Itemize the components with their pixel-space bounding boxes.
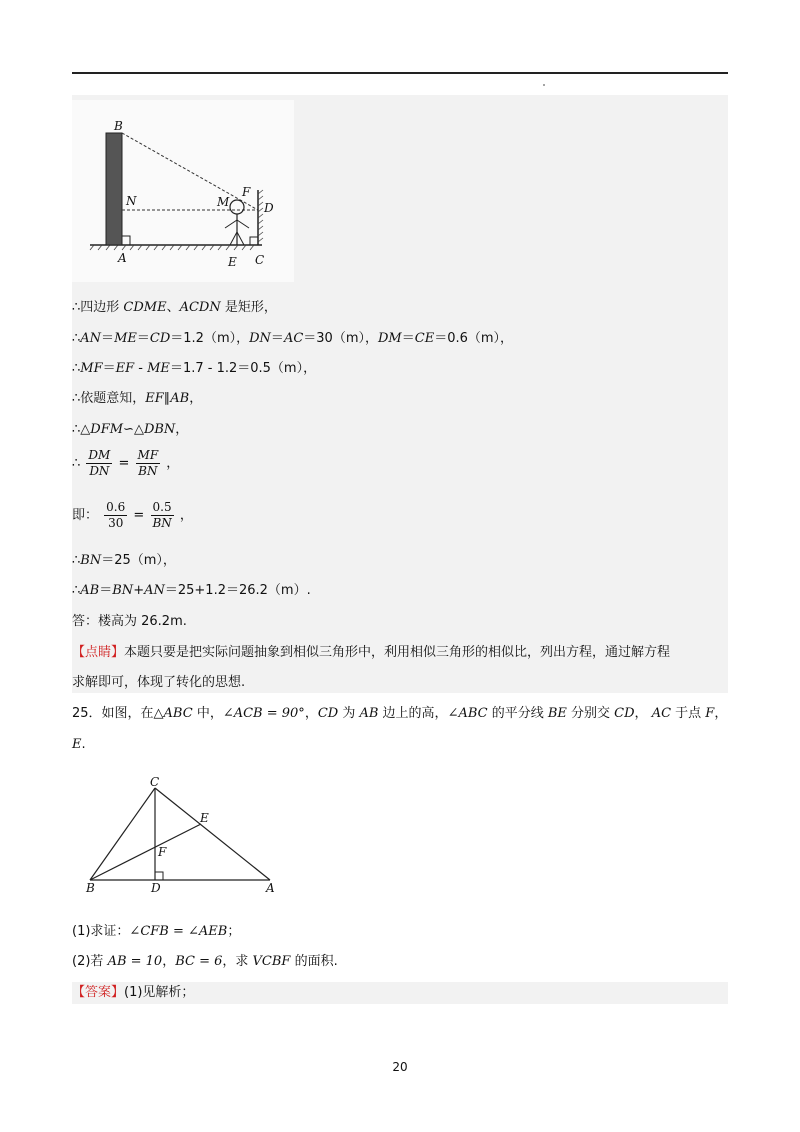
- label-C: C: [255, 253, 265, 267]
- solution-line-7: 即： $\frac{0.6}{30}$ = $\frac{0.5}{BN}$ ，: [72, 500, 193, 530]
- label-F: F: [158, 845, 167, 859]
- figure-building-svg: [72, 100, 294, 282]
- solution-line-6: ∴ $\frac{DM}{DN}$ = $\frac{MF}{BN}$ ，: [72, 448, 180, 478]
- label-B: B: [114, 119, 123, 133]
- solution-line-5: ∴△DFM∽△DBN，: [72, 422, 189, 437]
- label-A: A: [118, 251, 127, 265]
- header-dot: [543, 84, 545, 86]
- label-E: E: [200, 811, 209, 825]
- label-A: A: [266, 881, 275, 895]
- solution-line-1: ∴四边形 CDME、ACDN 是矩形，: [72, 300, 277, 315]
- question-2: (2)若 AB = 10，BC = 6，求 VCBF 的面积.: [72, 954, 338, 969]
- label-N: N: [126, 194, 137, 208]
- fraction-05-bn: $\frac{0.5}{BN}$: [152, 500, 172, 530]
- solution-line-9: ∴AB＝BN+AN＝25+1.2＝26.2（m）.: [72, 583, 311, 598]
- page-number: 20: [392, 1060, 408, 1074]
- label-D: D: [264, 201, 274, 215]
- solution-line-10: 答：楼高为 26.2m.: [72, 614, 187, 629]
- question-1: (1)求证：∠CFB = ∠AEB；: [72, 924, 241, 939]
- label-D: D: [151, 881, 161, 895]
- fraction-mf-bn: $\frac{MF}{BN}$: [137, 448, 159, 478]
- fraction-06-30: $\frac{0.6}{30}$: [106, 500, 126, 530]
- figure-building: [72, 100, 294, 282]
- solution-line-12: 求解即可，体现了转化的思想.: [72, 675, 246, 690]
- building-rect: [106, 133, 122, 245]
- dianjing-tag: 【点睛】: [72, 645, 125, 660]
- problem-25-line-1: 25．如图，在△ABC 中，∠ACB = 90°，CD 为 AB 边上的高，∠ABC 的平分线 BE 分别交 CD， AC 于点 F，: [72, 706, 728, 721]
- label-M: M: [217, 195, 230, 209]
- label-C: C: [150, 776, 160, 789]
- solution-line-8: ∴BN＝25（m），: [72, 553, 176, 568]
- solution-line-4: ∴依题意知，EF∥AB，: [72, 391, 203, 406]
- solution-line-2: ∴AN＝ME＝CD＝1.2（m），DN＝AC＝30（m），DM＝CE＝0.6（m），: [72, 331, 514, 346]
- header-rule: [72, 72, 728, 74]
- label-B: B: [86, 881, 95, 895]
- solution-line-3: ∴MF＝EF - ME＝1.7 - 1.2＝0.5（m），: [72, 361, 317, 376]
- answer-tag: 【答案】: [72, 985, 125, 1000]
- fraction-dm-dn: $\frac{DM}{DN}$: [88, 448, 111, 478]
- answer-line: 【答案】(1)见解析；: [72, 985, 195, 1000]
- label-F: F: [242, 185, 251, 199]
- problem-25-line-2: E.: [72, 737, 86, 752]
- solution-line-11: 【点睛】本题只要是把实际问题抽象到相似三角形中，利用相似三角形的相似比，列出方程，通过解方程: [72, 645, 671, 660]
- figure-triangle: [80, 776, 290, 896]
- label-E: E: [228, 255, 237, 269]
